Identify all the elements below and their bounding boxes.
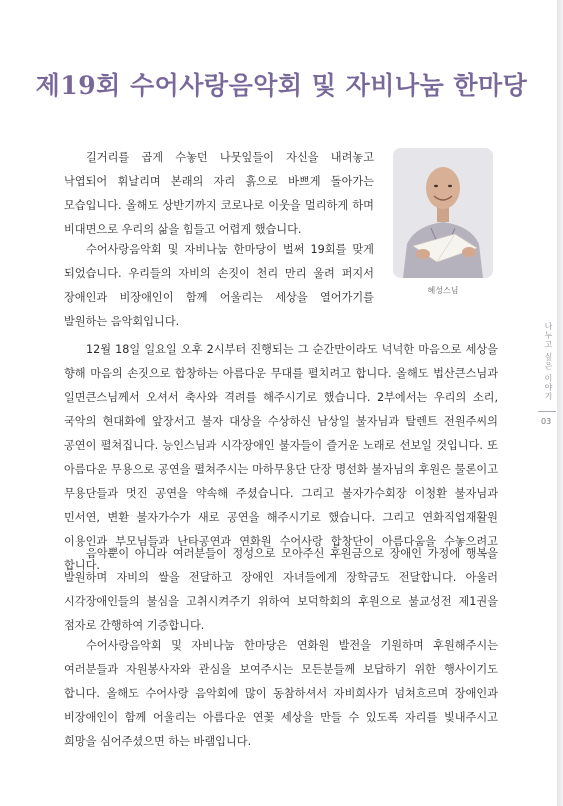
paragraph-program: 12월 18일 일요일 오후 2시부터 진행되는 그 순간만이라도 넉넉한 마음으로 세상을 향해 마음의 손짓으로 합창하는 아름다운 무대를 펼치려고 합니다. 올해도 법산큰스님과 일면큰스님께서 오셔서 축사와 격려를 해주시기로 했습니다. 2부에서는 우리의 소리, 국악의 현대화에 앞장서고 불자 대상을 수상하신 남상일 불자님과 탈렌트 전원주씨의 공연이 펼쳐집니다. 능인스님과 시각장애인 불자들이 즐거운 노래로 선보일 것입니다. 또 아름다운 무용으로 공연을 펼쳐주시는 마하무용단 단장 명선화 불자님의 후원은 물론이고 무용단들과 멋진 공연을 약속해 주셨습니다. 그리고 불자가수회장 이청환 불자님과 민서연, 변환 불자가수가 새로 공연을 해주시기로 했습니다. 그리고 연화직업재활원 이용인과 부모님들과 난타공연과 연화원 수어사랑 합창단이 아름다움을 수놓으려고 합니다.: [64, 343, 498, 572]
section-side-label: 나누고 싶은 이야기: [544, 322, 553, 402]
paragraph-concert-intro: 수어사랑음악회 및 자비나눔 한마당이 벌써 19회를 맞게 되었습니다. 우리들의 자비의 손짓이 천리 만리 울려 퍼지서 장애인과 비장애인이 함께 어울리는 세상을 열어가기를 발원하는 음악회입니다.: [64, 243, 374, 328]
photo-caption: 혜성스님: [427, 286, 459, 295]
page-edge: [557, 0, 563, 806]
side-divider: [538, 411, 556, 412]
monk-photo: [393, 148, 493, 278]
page-number: 03: [541, 417, 552, 426]
page-title: 제19회 수어사랑음악회 및 자비나눔 한마당: [35, 71, 528, 100]
paragraph-intro: 길거리를 곱게 수놓던 나뭇잎들이 자신을 내려놓고 낙엽되어 휘날리며 본래의 자리 흙으로 바쁘게 돌아가는 모습입니다. 올해도 상반기까지 코로나로 이웃을 멀리하게 하며 비대면으로 우리의 삶을 힘들고 어렵게 했습니다.: [64, 151, 374, 236]
paragraph-donations: 음악뿐이 아니라 여러분들이 정성으로 모아주신 후원금으로 장애인 가정에 행복을 발원하며 자비의 쌀을 전달하고 장애인 자녀들에게 장학금도 전달합니다. 아울러 시각장애인들의 불심을 고취시켜주기 위하여 보덕학회의 후원으로 불교성전 제1권을 점자로 간행하여 기증합니다.: [64, 547, 498, 632]
monk-illustration: [393, 148, 493, 278]
paragraph-closing: 수어사랑음악회 및 자비나눔 한마당은 연화원 발전을 기원하며 후원해주시는 여러분들과 자원봉사자와 관심을 보여주시는 모든분들께 보답하기 위한 행사이기도 합니다. 올해도 수어사랑 음악회에 많이 동참하셔서 자비희사가 넘쳐흐르며 장애인과 비장애인이 함께 어울리는 아름다운 연꽃 세상을 만들 수 있도록 자리를 빛내주시고 희망을 심어주셨으면 하는 바램입니다.: [64, 639, 498, 748]
